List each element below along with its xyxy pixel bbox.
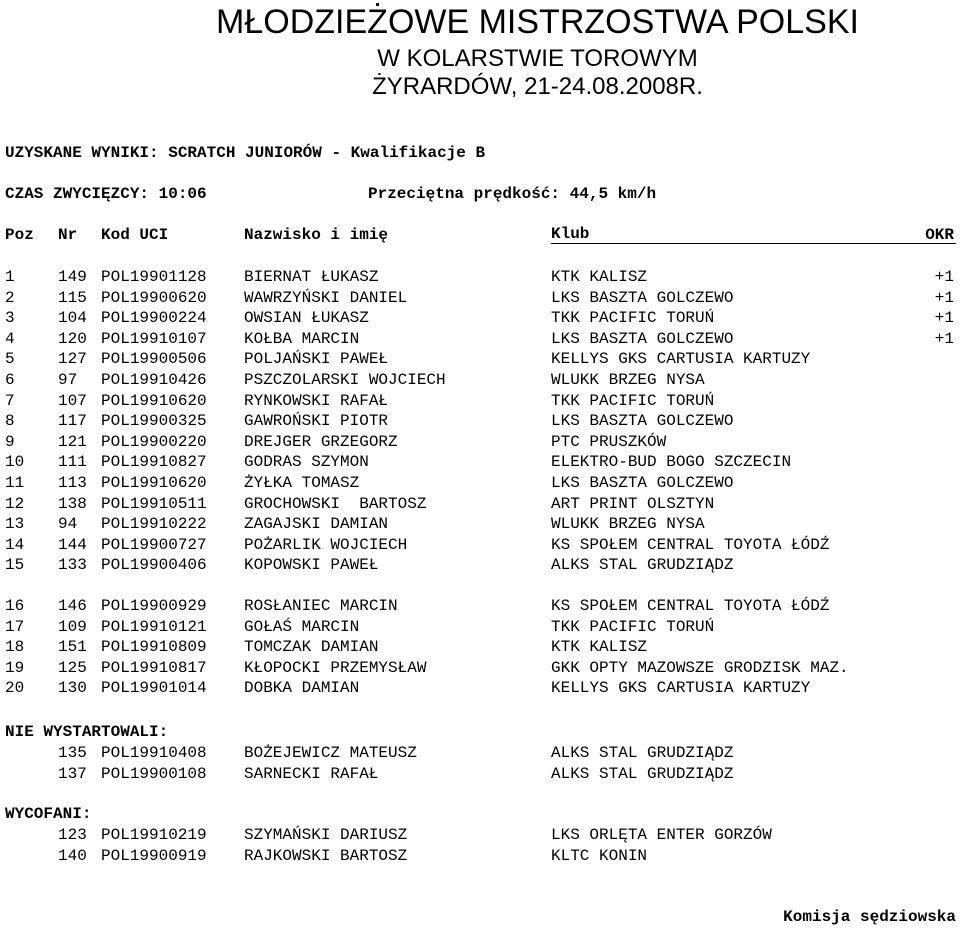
cell-uci: POL19900325 [101, 412, 207, 431]
cell-uci: POL19910620 [101, 391, 207, 410]
table-row [0, 555, 960, 575]
cell-pos: 18 [5, 638, 25, 657]
cell-club: LKS BASZTA GOLCZEWO [551, 329, 734, 348]
table-row [0, 617, 960, 637]
cell-pos: 6 [5, 371, 15, 389]
cell-name: POŻARLIK WOJCIECH [244, 535, 408, 554]
cell-club: TKK PACIFIC TORUŃ [551, 309, 715, 328]
table-row [0, 308, 960, 328]
cell-okr: +1 [934, 268, 954, 286]
cell-club: KS SPOŁEM CENTRAL TOYOTA ŁÓDŹ [551, 535, 830, 554]
cell-pos: 1 [5, 268, 15, 286]
cell-name: WAWRZYŃSKI DANIEL [244, 288, 408, 307]
cell-nr: 113 [58, 474, 87, 492]
cell-club: PTC PRUSZKÓW [551, 432, 667, 451]
table-row [0, 391, 960, 411]
cell-pos: 2 [5, 288, 15, 307]
table-row [0, 743, 960, 763]
cell-nr: 144 [58, 535, 87, 554]
table-row [0, 370, 960, 390]
cell-club: ELEKTRO-BUD BOGO SZCZECIN [551, 453, 792, 472]
cell-uci: POL19900406 [101, 556, 207, 575]
table-row [0, 658, 960, 678]
cell-name: BIERNAT ŁUKASZ [244, 268, 379, 286]
cell-nr: 140 [58, 846, 87, 865]
cell-nr: 111 [58, 453, 87, 472]
dns-label: NIE WYSTARTOWALI: [5, 723, 169, 741]
cell-name: GAWROŃSKI PIOTR [244, 412, 389, 431]
cell-okr: +1 [934, 288, 954, 307]
cell-name: POLJAŃSKI PAWEŁ [244, 350, 389, 369]
cell-nr: 146 [58, 597, 87, 615]
cell-club: ART PRINT OLSZTYN [551, 494, 715, 513]
cell-uci: POL19900919 [101, 846, 207, 865]
cell-uci: POL19910809 [101, 638, 207, 657]
table-row [0, 452, 960, 472]
cell-nr: 151 [58, 638, 87, 657]
cell-uci: POL19900620 [101, 288, 207, 307]
cell-uci: POL19900108 [101, 764, 207, 783]
cell-pos: 8 [5, 412, 15, 431]
cell-uci: POL19910827 [101, 453, 207, 472]
cell-name: ZAGAJSKI DAMIAN [244, 515, 389, 534]
cell-name: RAJKOWSKI BARTOSZ [244, 846, 408, 865]
cell-nr: 115 [58, 288, 87, 307]
cell-club: KTK KALISZ [551, 638, 648, 657]
cell-name: SARNECKI RAFAŁ [244, 764, 379, 783]
cell-club: LKS BASZTA GOLCZEWO [551, 474, 734, 492]
cell-uci: POL19900727 [101, 535, 207, 554]
cell-name: GOŁAŚ MARCIN [244, 617, 360, 636]
cell-uci: POL19910620 [101, 474, 207, 492]
cell-name: ŻYŁKA TOMASZ [244, 474, 360, 492]
col-okr: OKR [925, 226, 954, 244]
table-row [0, 349, 960, 369]
cell-club: ALKS STAL GRUDZIĄDZ [551, 764, 734, 783]
cell-pos: 19 [5, 658, 25, 677]
cell-name: RYNKOWSKI RAFAŁ [244, 391, 389, 410]
cell-name: BOŻEJEWICZ MATEUSZ [244, 744, 417, 762]
cell-nr: 130 [58, 679, 87, 698]
cell-nr: 127 [58, 350, 87, 369]
cell-name: DOBKA DAMIAN [244, 679, 360, 698]
cell-uci: POL19900220 [101, 432, 207, 451]
cell-nr: 125 [58, 658, 87, 677]
cell-nr: 121 [58, 432, 87, 451]
cell-nr: 117 [58, 412, 87, 431]
cell-nr: 109 [58, 617, 87, 636]
cell-name: DREJGER GRZEGORZ [244, 432, 398, 451]
cell-pos: 7 [5, 391, 15, 410]
cell-nr: 133 [58, 556, 87, 575]
cell-nr: 104 [58, 309, 87, 328]
cell-club: KELLYS GKS CARTUSIA KARTUZY [551, 679, 811, 698]
cell-club: KELLYS GKS CARTUSIA KARTUZY [551, 350, 811, 369]
cell-uci: POL19900224 [101, 309, 207, 328]
results-title: UZYSKANE WYNIKI: SCRATCH JUNIORÓW - Kwalifikacje B [5, 144, 486, 162]
table-row [0, 596, 960, 616]
cell-pos: 15 [5, 556, 25, 575]
cell-uci: POL19910817 [101, 658, 207, 677]
cell-pos: 11 [5, 474, 25, 492]
cell-club: GKK OPTY MAZOWSZE GRODZISK MAZ. [551, 658, 849, 677]
cell-pos: 17 [5, 617, 25, 636]
cell-nr: 135 [58, 744, 87, 762]
cell-name: GROCHOWSKI BARTOSZ [244, 494, 427, 513]
table-row [0, 535, 960, 555]
cell-club: WLUKK BRZEG NYSA [551, 371, 705, 389]
cell-nr: 123 [58, 826, 87, 844]
cell-name: KŁOPOCKI PRZEMYSŁAW [244, 658, 427, 677]
cell-pos: 14 [5, 535, 25, 554]
cell-pos: 9 [5, 432, 15, 451]
cell-uci: POL19901128 [101, 268, 207, 286]
cell-name: ROSŁANIEC MARCIN [244, 597, 398, 615]
jury-signature: Komisja sędziowska [783, 908, 956, 926]
cell-okr: +1 [934, 309, 954, 328]
cell-pos: 20 [5, 679, 25, 698]
col-club: Klub [551, 225, 956, 244]
place-date: ŻYRARDÓW, 21-24.08.2008R. [372, 73, 703, 100]
table-row [0, 473, 960, 493]
table-row [0, 329, 960, 349]
table-row [0, 267, 960, 287]
cell-uci: POL19910511 [101, 494, 207, 513]
cell-nr: 97 [58, 371, 78, 389]
cell-club: WLUKK BRZEG NYSA [551, 515, 705, 534]
cell-uci: POL19910408 [101, 744, 207, 762]
cell-name: SZYMAŃSKI DARIUSZ [244, 826, 408, 844]
cell-uci: POL19910222 [101, 515, 207, 534]
cell-uci: POL19910426 [101, 371, 207, 389]
cell-club: LKS BASZTA GOLCZEWO [551, 288, 734, 307]
cell-name: TOMCZAK DAMIAN [244, 638, 379, 657]
cell-uci: POL19900506 [101, 350, 207, 369]
cell-uci: POL19910121 [101, 617, 207, 636]
table-row [0, 764, 960, 784]
cell-pos: 16 [5, 597, 25, 615]
average-speed: Przeciętna prędkość: 44,5 km/h [368, 185, 657, 203]
cell-okr: +1 [934, 329, 954, 348]
cell-nr: 138 [58, 494, 87, 513]
cell-club: KLTC KONIN [551, 846, 648, 865]
table-row [0, 494, 960, 514]
cell-uci: POL19910107 [101, 329, 207, 348]
cell-nr: 149 [58, 268, 87, 286]
cell-name: PSZCZOLARSKI WOJCIECH [244, 371, 446, 389]
table-row [0, 411, 960, 431]
cell-pos: 10 [5, 453, 25, 472]
cell-name: KOŁBA MARCIN [244, 329, 360, 348]
winner-time: CZAS ZWYCIĘZCY: 10:06 [5, 185, 207, 203]
cell-pos: 4 [5, 329, 15, 348]
cell-club: TKK PACIFIC TORUŃ [551, 391, 715, 410]
cell-nr: 137 [58, 764, 87, 783]
cell-club: ALKS STAL GRUDZIĄDZ [551, 744, 734, 762]
document-subtitle: W KOLARSTWIE TOROWYM [377, 45, 698, 72]
table-header [0, 225, 960, 245]
col-pos: Poz [5, 226, 34, 244]
table-row [0, 288, 960, 308]
col-nr: Nr [58, 226, 78, 244]
cell-name: KOPOWSKI PAWEŁ [244, 556, 379, 575]
table-row [0, 678, 960, 698]
cell-club: TKK PACIFIC TORUŃ [551, 617, 715, 636]
cell-name: OWSIAN ŁUKASZ [244, 309, 369, 328]
cell-club: LKS ORLĘTA ENTER GORZÓW [551, 826, 772, 844]
cell-club: ALKS STAL GRUDZIĄDZ [551, 556, 734, 575]
cell-pos: 13 [5, 515, 25, 534]
table-row [0, 846, 960, 866]
cell-pos: 3 [5, 309, 15, 328]
document-title: MŁODZIEŻOWE MISTRZOSTWA POLSKI [216, 3, 859, 41]
cell-uci: POL19901014 [101, 679, 207, 698]
table-row [0, 637, 960, 657]
cell-club: KTK KALISZ [551, 268, 648, 286]
cell-club: LKS BASZTA GOLCZEWO [551, 412, 734, 431]
cell-nr: 94 [58, 515, 78, 534]
cell-name: GODRAS SZYMON [244, 453, 369, 472]
col-uci: Kod UCI [101, 226, 169, 244]
cell-uci: POL19900929 [101, 597, 207, 615]
cell-pos: 5 [5, 350, 15, 369]
dnf-label: WYCOFANI: [5, 805, 92, 823]
cell-pos: 12 [5, 494, 25, 513]
table-row [0, 432, 960, 452]
col-name: Nazwisko i imię [244, 226, 389, 244]
cell-nr: 107 [58, 391, 87, 410]
table-row [0, 825, 960, 845]
cell-club: KS SPOŁEM CENTRAL TOYOTA ŁÓDŹ [551, 597, 830, 615]
cell-nr: 120 [58, 329, 87, 348]
cell-uci: POL19910219 [101, 826, 207, 844]
table-row [0, 514, 960, 534]
